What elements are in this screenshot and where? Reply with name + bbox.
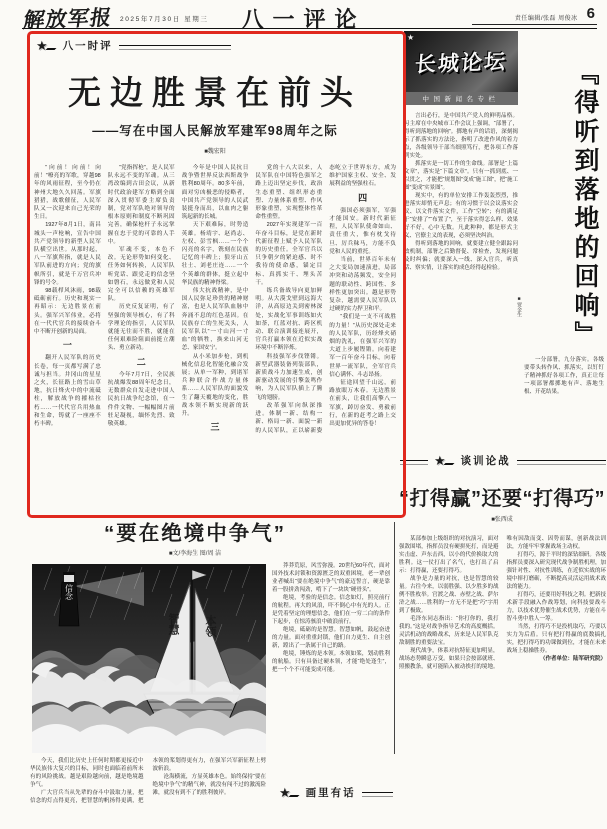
main-byline: ■魏宏阳 xyxy=(204,149,226,155)
paragraph: 战争是力量的对抗，也是智慧的较量。古往今来，以弱胜强、以少胜多的战例不胜枚举。官渡之战、赤壁之战、萨尔浒之战……胜利的一方无不是把“巧”字用到了极致。 xyxy=(399,576,499,614)
paragraph: 2027年实现建军一百年奋斗目标，是党在新时代新征程上赋予人民军队的历史重任。全军官兵以只争朝夕的紧迫感、时不我待的使命感，锚定目标、真抓实干、埋头苦干。 xyxy=(255,222,323,286)
paragraph: 科技强军步伐铿锵。新型武器装备列装部队，新质战斗力加速生成，创新驱动发展的引擎轰鸣作响，为人民军队插上了腾飞的翅膀。 xyxy=(255,353,323,401)
paragraph: 98载栉风沐雨，98载砥砺前行。历史和现实一再昭示：无边胜景在前头。强军兴军伟业，必将在一代代官兵的接续奋斗中不断开创新的局面。 xyxy=(34,288,101,336)
main-headline: 无边胜景在前头 xyxy=(68,74,362,111)
page-number: 6 xyxy=(586,4,595,22)
header-rule xyxy=(22,28,597,29)
forum-logo-title: 长城论坛 xyxy=(413,49,508,77)
paragraph: 打得巧，源于平时的深钻细研。各级指挥员要深入研究现代战争制胜机理，加强针对性、对抗性训练，在近似实战的环境中摔打磨砺，不断提高灵活运用战术战法的能力。 xyxy=(506,552,606,590)
label-rule xyxy=(517,460,606,465)
paragraph: 抓落实是一切工作的生命线。部署是“上篇文章”，落实是“下篇文章”。只有一抓到底、一以贯之，才能把“规划图”变成“施工图”，把“施工图”变成“实景图”。 xyxy=(404,161,518,191)
forum-logo xyxy=(404,31,518,92)
storm-sailboat-illustration xyxy=(32,564,266,753)
training-article-body xyxy=(399,535,606,803)
paragraph: “向前！向前！向前！”嘹亮的军歌，穿越98年的风雨征程，至今仍在神州大地久久回荡。军旗猎猎，战歌催征，人民军队又一次迎来自己光荣的生日。 xyxy=(34,165,101,221)
paragraph: 当前，世界百年未有之大变局加速演进，局部冲突和动荡频发，安全问题的联动性、跨国性、多样性更加突出。越是形势复杂，越需要人民军队以过硬的实力捍卫和平。 xyxy=(329,257,396,313)
paragraph: 天下艰难际，时势造英雄。杨靖宇、赵尚志、左权、彭雪枫……一个个闪亮的名字，镌刻在民族记忆的丰碑上；狼牙山五壮士、刘老庄连……一个个英雄的群体，挺立起中华民族的精神脊梁。 xyxy=(181,222,249,286)
header-underline xyxy=(472,24,597,25)
paragraph: 翻开人民军队的历史长卷，每一页都写满了忠诚与担当。井冈山的星星之火，长征路上的雪山草地，抗日烽火中的中流砥柱，解放战争的摧枯拉朽……一代代官兵用热血和生命，铸就了一座座不朽丰碑。 xyxy=(34,355,101,428)
paragraph: 从小米加步枪，到机械化信息化智能化融合发展；从单一军种，到诸军兵种联合作战力量体系……人民军队的面貌发生了翻天覆地的变化，胜战本领不断实现新的跃升。 xyxy=(181,353,249,418)
paragraph: 现实中，有的单位安排工作轰轰烈烈，推进落实却悄无声息；有的习惯于以会议落实会议、以文件落实文件，工作“空转”；有的满足于“安排了”“布置了”，至于落实得怎么样、效果好不好，心中无数。凡此种种，都是形式主义、官僚主义的表现，必须坚决纠治。 xyxy=(404,193,518,239)
paragraph: 一分部署，九分落实。各级要带头转作风、抓落实，以钉钉子精神抓好各项工作，真正让每一项部署都掷地有声、落地生根、开花结果。 xyxy=(524,357,604,395)
masthead-logo: 解放军报 xyxy=(21,4,114,33)
small-star-icon: ★ xyxy=(407,33,415,42)
main-article xyxy=(34,37,396,510)
main-article-label-text: 八一时评 xyxy=(62,39,113,52)
section-marker: 三 xyxy=(210,422,220,433)
paragraph: 今年是中国人民抗日战争暨世界反法西斯战争胜利80周年。80多年前，面对穷凶极恶的侵略者，中国共产党领导的人民武装挺身而出，以血肉之躯筑起新的长城。 xyxy=(181,165,249,221)
picture-article-byline: ■文/李海生 图/周 洁 xyxy=(168,551,222,557)
sail-right-text: 本领 xyxy=(204,615,216,637)
paragraph: “我们是一支不可战胜的力量！”从历史深处走来的人民军队，历经烽火硝烟的洗礼，在强军兴军的大道上步履铿锵。向着建军一百年奋斗目标，向着世界一流军队，全军官兵信心满怀、斗志昂扬。 xyxy=(329,314,396,378)
paragraph: 得听到落地的回响，就要建立健全跟踪问效机制，部署之后勤督促、常检查，发现问题及时纠偏；就要深入一线、深入官兵，听真话、察实情，让落实的成色经得起检验。 xyxy=(404,241,518,271)
header-date: 2025年7月30日 星期三 xyxy=(120,16,209,23)
forum-text-column-2 xyxy=(524,356,604,445)
label-rule xyxy=(362,792,393,797)
label-rule xyxy=(119,45,231,50)
picture-article-headline: “要在绝境中争气” xyxy=(104,522,286,545)
picture-article-column-bottom xyxy=(30,757,266,827)
label-rule xyxy=(400,460,428,465)
paragraph: 征途回望千山远，前路放眼万木春。无边胜景在前头，让我们高擎八一军旗，踔厉奋发、勇毅前行，在新的赶考之路上交出更加优异的答卷！ xyxy=(329,380,396,428)
forum-byline: ■贾金生 xyxy=(516,296,522,317)
paragraph: 绝境，砥砺的是智慧。智慧如帆，鼓起奋进的力量。面对重重封锁，他们自力更生、自主创新，蹚出了一条属于自己的路。 xyxy=(272,627,390,649)
lighthouse-text: 信念 xyxy=(64,584,74,600)
paragraph: 言出必行，是中国共产党人的鲜明品格。习主席在中央城市工作会议上强调，“部署了，得听到落地的回响”。掷地有声的话语，深刻揭示了抓落实的方法论，指明了改进作风的着力点，各级领导干部当细照笃行，把各项工作落到实处。 xyxy=(404,113,518,159)
picture-article-column-right xyxy=(272,562,390,779)
paragraph: 毛泽东同志指出：“你打你的，我打我的。”这是对战争指导艺术的高度概括。灵活机动的战略战术，历来是人民军队克敌制胜的重要法宝。 xyxy=(399,616,499,646)
main-subtitle: ——写在中国人民解放军建军98周年之际 xyxy=(92,124,338,138)
paragraph: 党的十八大以来，人民军队在中国特色强军之路上迈出坚定步伐，政治生态重塑、组织形态重塑、力量体系重塑、作风形象重塑，实现整体性革命性重塑。 xyxy=(255,165,323,221)
paragraph: 莽莽荒原，风雪弥漫。20世纪60年代，面对国外技术封锁和资源匮乏的双重困境，老一辈创业者喊出“要在绝境中争气”的豪迈誓言，硬是靠着一股拼劲闯劲，啃下了一块块“硬骨头”。 xyxy=(272,563,390,593)
sail-left-text: 智慧 xyxy=(167,613,179,635)
paragraph: 强国必须强军，军强才能国安。新时代新征程，人民军队使命如山、责任重大，惟有枕戈待旦、厉兵秣马，方能不负党和人民的重托。 xyxy=(329,207,396,255)
training-label-text: 谈训论战 xyxy=(460,454,511,467)
header-right xyxy=(515,4,595,22)
paragraph: 今天，我们比历史上任何时期都更接近中华民族伟大复兴的目标，同时也面临着前所未有的风险挑战。越是艰险越向前，越是绝境越争气。 xyxy=(30,758,144,788)
paragraph: 现代战争，体系对抗特征更加明显，战场态势瞬息万变。如果只会按部就班、照搬教条，就可能陷入被动挨打的境地。唯有因敌而变、因势而谋，创新战法训法，方能牢牢掌握战场主动权。 xyxy=(399,536,606,670)
paragraph: 历史反复证明，有了坚强的领导核心，有了科学理论的指引，人民军队就能无往而不胜，就能在任何艰难险阻面前挺立潮头、勇立新功。 xyxy=(107,304,175,352)
star-flag-icon: ★ xyxy=(434,452,446,468)
paragraph: 当然，打得巧不是投机取巧，巧要以实力为后盾。只有把打得赢的底数搞扎实，把打得巧的功课做到位，才能在未来战场上稳操胜券。 xyxy=(506,624,606,654)
main-article-label xyxy=(36,37,231,53)
section-marker: 四 xyxy=(358,192,368,203)
picture-label-text: 画里有话 xyxy=(305,786,356,799)
paragraph: 伟大抗战精神，是中国人民弥足珍贵的精神财富，也是人民军队血脉中奔涌不息的红色基因。在民族存亡的生死关头，人民军队以“一寸山河一寸血”的牺牲，换来山河无恙、家国安宁。 xyxy=(181,288,249,352)
section-marker: 一 xyxy=(62,340,72,351)
column-divider xyxy=(394,522,395,754)
paragraph: 绝境，锤炼的是本领。本领如桨，划动胜利的航船。只有具备过硬本领，才能“绝处逢生”，把一个个不可能变成可能。 xyxy=(272,651,390,673)
paragraph: 绝境，考验的是信念。信念如灯，照亮前行的航程。再大的风浪，吓不倒心中有光的人。正是凭着坚定的理想信念，他们在一穷二白的条件下起步，在惊涛骇浪中破浪前行。 xyxy=(272,595,390,625)
star-flag-icon: ★ xyxy=(279,784,291,800)
paragraph: 练兵备战导向更加鲜明。从大漠戈壁到远海大洋，从高原边关到密林深处，实战化军事训练如火如荼，红蓝对抗、跨区机动、联合演训接连展开，官兵打赢本领在近似实战环境中不断淬炼。 xyxy=(255,288,323,352)
forum-text-column-1 xyxy=(404,112,518,446)
paragraph: 沧海横流，方显英雄本色。始终保持“要在绝境中争气”的精气神，就没有闯不过的激流险滩，就没有到不了的胜利彼岸。 xyxy=(152,774,266,796)
editors-credit: 责任编辑/张磊 周俊冰 xyxy=(514,16,578,22)
paragraph: 某部参加上级组织的对抗演习，面对强敌围堵，指挥员没有硬拼死打，而是避实击虚、声东击西，以小的代价换取大的胜利。这一仗打出了名气，也打出了启示：打得赢，还要打得巧。 xyxy=(399,536,499,574)
main-article-body xyxy=(34,164,396,510)
paragraph: 1927年8月1日，南昌城头一声枪响，宣告中国共产党领导的新型人民军队横空出世。从那时起，八一军旗所指，就是人民军队前进的方向；党的旗帜所引，就是千万官兵冲锋的号令。 xyxy=(34,222,101,286)
forum-logo-subtitle: 中国新闻名专栏 xyxy=(404,92,518,105)
paragraph: 今年7月7日，全民族抗战爆发88周年纪念日，无数群众自发走进中国人民抗日战争纪念馆，在一件件文物、一幅幅图片前驻足凝视，缅怀先烈、致敬英雄。 xyxy=(107,371,175,428)
training-section-label xyxy=(400,452,606,468)
picture-section-label xyxy=(279,784,393,800)
paragraph: 军魂不变，本色不改。无论形势如何变化、任务如何转换，人民军队听党话、跟党走的信念坚如磐石，永远做党和人民完全可以信赖的英雄军队。 xyxy=(107,247,175,303)
training-headline: “打得赢”还要“打得巧” xyxy=(399,488,605,510)
star-flag-icon: ★ xyxy=(36,37,48,53)
paragraph: “党指挥枪”，是人民军队永远不变的军魂。从三湾改编到古田会议，从新时代政治建军方略到全面深入贯彻军委主席负责制，党对军队绝对领导的根本原则和制度不断巩固完善，确保枪杆子永远掌握在忠于党的可靠的人手中。 xyxy=(107,165,175,245)
training-byline: ■张西成 xyxy=(491,517,513,523)
credit-line: （作者单位：陆军研究院） xyxy=(539,656,606,662)
paragraph: 打得巧，还要用好科技之利。把新技术新手段融入作战筹划，向科技要战斗力，以技术优势催生战术优势，方能在斗智斗勇中胜人一筹。 xyxy=(506,592,606,622)
paragraph: 改革强军向纵深推进。体制一新、结构一新、格局一新、面貌一新的人民军队，正以崭新姿态屹立于世界东方，成为维护国家主权、安全、发展利益的坚强柱石。 xyxy=(255,165,396,434)
page-section-title: 八一评论 xyxy=(241,7,366,32)
section-marker: 二 xyxy=(136,356,146,367)
forum-vertical-headline: 『得听到落地的回响』 xyxy=(571,59,599,350)
paragraph: 广大官兵当从先辈的奋斗中汲取力量，把信念的灯点得更亮，把智慧的帆扬得更满，把本领的桨划得更有力，在强军兴军新征程上劈波斩浪。 xyxy=(30,758,266,804)
